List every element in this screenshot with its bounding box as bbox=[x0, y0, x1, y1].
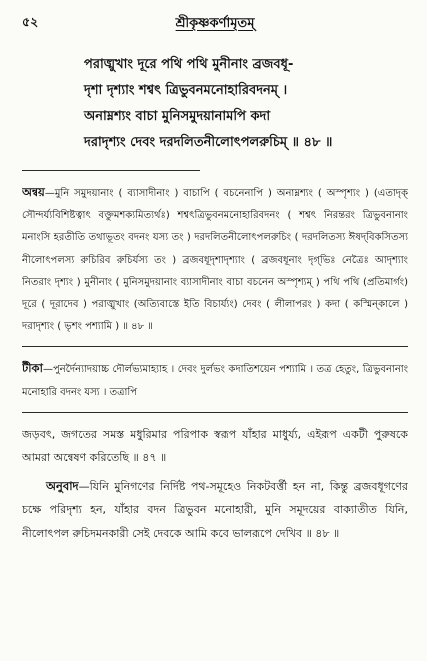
verse-line-3: অনাম্নশ্যং বাচা মুনিসমুদয়ানামপি কদা bbox=[84, 109, 271, 124]
page-number: ৫২ bbox=[22, 14, 39, 29]
tika-text: —পুনর্দৈন্যাদয়াচ্চ দৌর্লভ্যমাহ্যাহ । দেবং দুর্লভং কদাতিশয়েন পশ্যামি । তত্র হেতুং, ত্রিভুবনানাং মনোহারি বদনং যস্য । তত্রাপি bbox=[22, 364, 408, 398]
section-divider-top bbox=[22, 170, 200, 171]
section-divider-bottom bbox=[22, 412, 408, 413]
previous-translation-section bbox=[22, 423, 408, 469]
anvaya-paragraph bbox=[22, 181, 408, 338]
page-header bbox=[22, 14, 408, 34]
anubad-label: অনুবাদ bbox=[46, 478, 79, 493]
anvaya-label: অন্বয় bbox=[22, 185, 45, 199]
anubad-paragraph bbox=[22, 475, 408, 546]
verse-line-4: দরাদৃশ্যং দেবং দরদলিতনীলোৎপলরুচিম্ ॥ ৪৮ ॥ bbox=[84, 135, 333, 150]
tika-paragraph bbox=[22, 357, 408, 403]
verse-line-2: দৃশা দৃশ্যাং শশ্বৎ ত্রিভুবনমনোহারিবদনম্ । bbox=[84, 83, 288, 98]
running-title: শ্রীকৃষ্ণকর্ণামৃতম্ bbox=[175, 16, 255, 31]
book-page bbox=[22, 14, 408, 650]
verse-line-1: পরাঙ্মুখাং দূরে পথি পথি মুনীনাং ব্রজবধূ- bbox=[84, 57, 294, 72]
anubad-section bbox=[22, 475, 408, 546]
tika-label: টীকা bbox=[22, 361, 43, 376]
anvaya-text: —মুনি সমুদয়ানাং ( ব্যাসাদীনাং ) বাচাপি ( বচনেনাপি ) অনাম্নশ্যং ( অস্পৃশ্যং ) (এতাদৃক্‌ সৌন্দর্য্যবিশিষ্টত্বাৎ বক্তুমশক্যমিত্যর্থঃ) শশ্বৎত্রিভুবনমনোহারিবদনং ( শশ্বৎ নিরন্তরং ত্রিভুবনানাং মনাংসি হরতীতি তথাভূতং বদনং যস্য তং ) দরদলিতনীলোৎপলরুচিং ( দরদলিতস্য ঈষদ্‌বিকসিতস্য নীলোৎপলস্য রুচিরিব রুচির্যস্য তং ) ব্রজবধূদৃশাদৃশ্যাং ( ব্রজবধূনাং দৃগ্‌ভিঃ নেত্রৈঃ আদৃশ্যাং নিতরাং দৃশ্যং ) মুনীনাং ( মুনিসমুদয়ানাং ব্যাসাদীনাং বাচা বচনেন অস্পৃশ্যম্ ) পথি পথি (প্রতিমার্গং) দূরে ( দূরাদেব ) পরাঙ্মুখাং (অত্যিবাস্তে ইতি বিচার্য্যং) দেবং ( লীলাপরং ) কদা ( কস্মিন্‌কালে ) দরাদৃশ্যং ( ভৃশং পশ্যামি ) ॥ ৪৮ ॥ bbox=[22, 188, 408, 333]
anubad-text: —যিনি মুনিগণের নির্দিষ্ট পথ-সমূহেও নিকটবর্ত্তী হন না, কিন্তু ব্রজবধূগণের চক্ষে পরিদৃশ্য হন, যাঁহার বদন ত্রিভুবন মনোহারী, মুনি সমূদয়ের বাক্যাতীত যিনি, নীলোৎপল রুচিদমনকারী সেই দেবকে আমি কবে ভালরূপে দেখিব ॥ ৪৮ ॥ bbox=[22, 479, 408, 540]
anvaya-section bbox=[22, 181, 408, 338]
tika-section bbox=[22, 357, 408, 403]
section-divider-middle bbox=[22, 346, 408, 347]
previous-translation-text: জড়বৎ, জগতের সমস্ত মধুরিমার পরিপাক স্বরূপ যাঁহার মাধুর্য্য, এইরূপ একটী পুরুষকে আমরা অন্বেষণ করিতেছি ॥ ৪৭ ॥ bbox=[22, 427, 408, 464]
sanskrit-verse bbox=[22, 52, 408, 156]
